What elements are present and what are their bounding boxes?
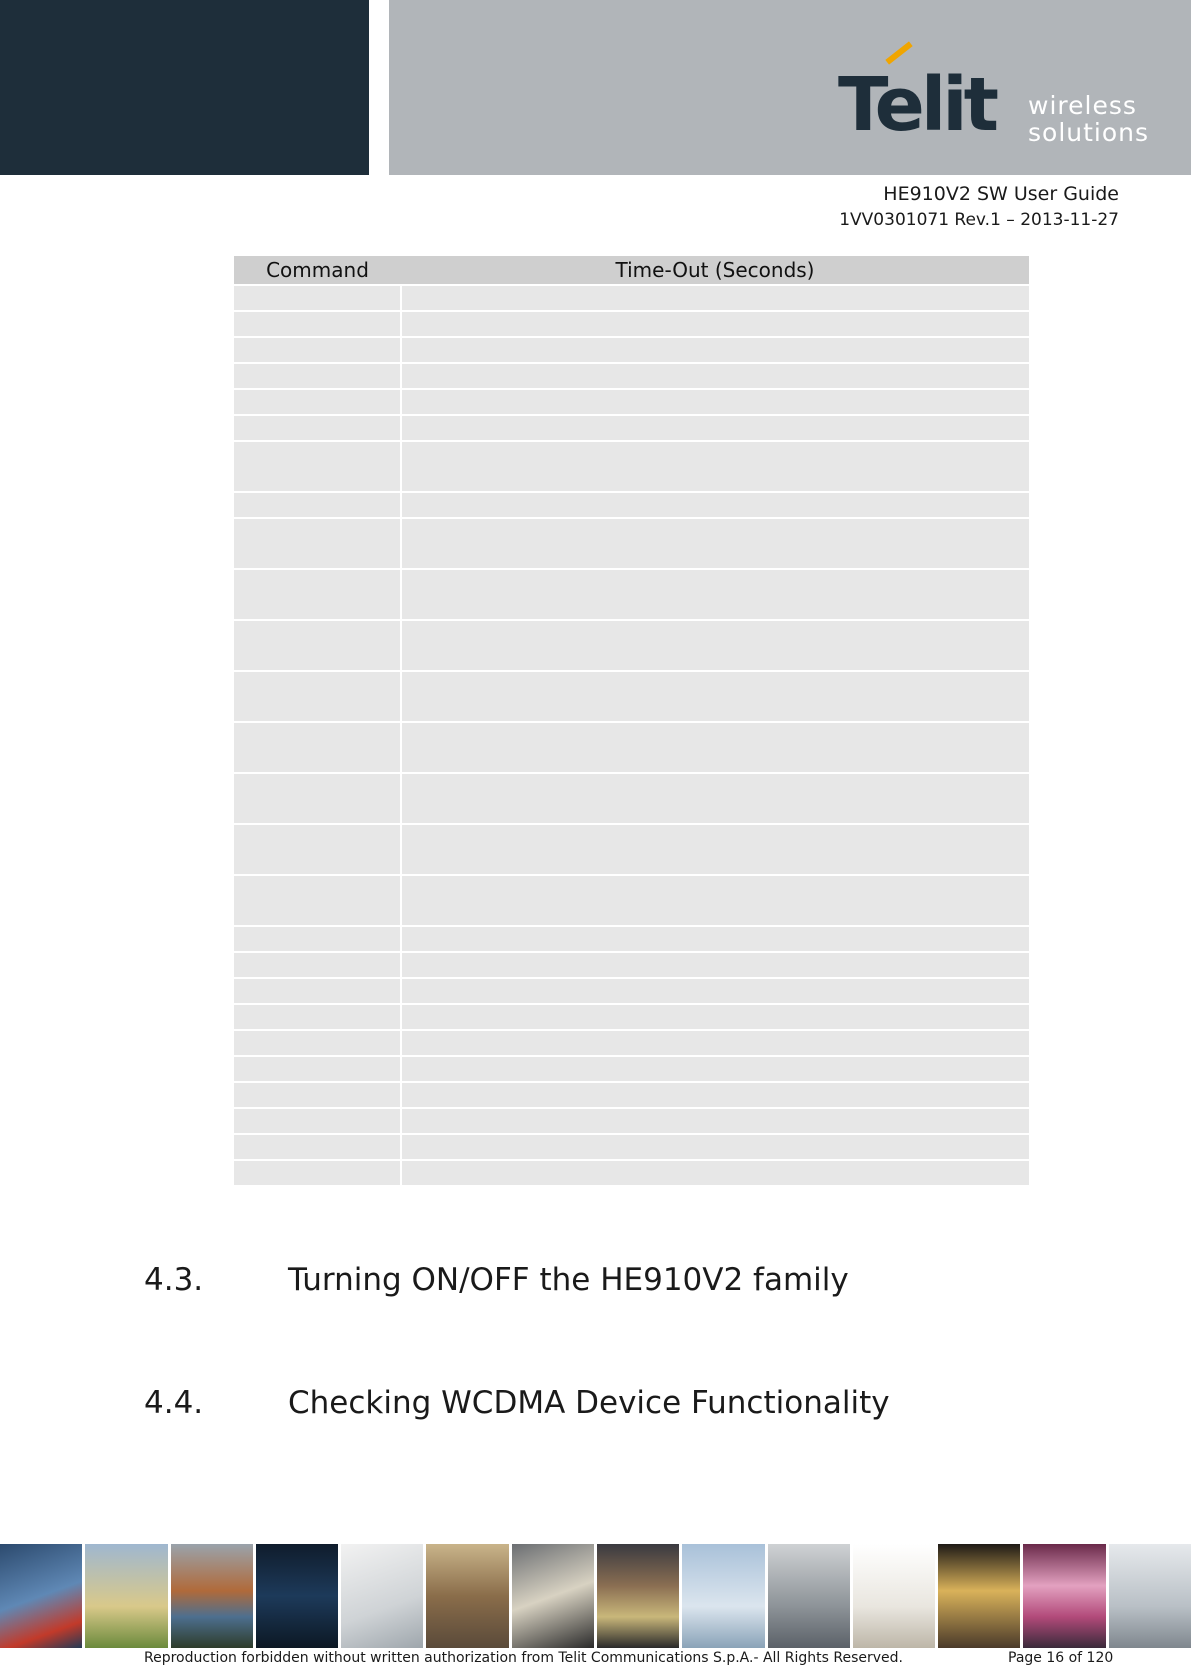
table-row bbox=[234, 620, 1029, 671]
command-cell bbox=[234, 824, 401, 875]
timeout-cell bbox=[401, 363, 1029, 389]
timeout-cell bbox=[401, 875, 1029, 926]
command-cell bbox=[234, 1108, 401, 1134]
timeout-cell bbox=[401, 285, 1029, 311]
command-cell bbox=[234, 337, 401, 363]
footer-photo-tile bbox=[85, 1544, 167, 1648]
footer-photo-tile bbox=[768, 1544, 850, 1648]
section-title: Turning ON/OFF the HE910V2 family bbox=[288, 1262, 849, 1298]
command-cell bbox=[234, 1134, 401, 1160]
table-row bbox=[234, 337, 1029, 363]
table-row bbox=[234, 926, 1029, 952]
command-cell bbox=[234, 722, 401, 773]
timeout-cell bbox=[401, 518, 1029, 569]
table-row bbox=[234, 415, 1029, 441]
command-cell bbox=[234, 671, 401, 722]
logo-tagline-line-2: solutions bbox=[1028, 118, 1150, 147]
table-row bbox=[234, 1134, 1029, 1160]
table-row bbox=[234, 1108, 1029, 1134]
table-row bbox=[234, 285, 1029, 311]
footer-photo-strip bbox=[0, 1544, 1191, 1648]
command-cell bbox=[234, 389, 401, 415]
footer-photo-tile bbox=[512, 1544, 594, 1648]
table-row bbox=[234, 773, 1029, 824]
command-cell bbox=[234, 285, 401, 311]
timeout-cell bbox=[401, 671, 1029, 722]
table-row bbox=[234, 492, 1029, 518]
footer-photo-tile bbox=[938, 1544, 1020, 1648]
table-row bbox=[234, 311, 1029, 337]
copyright-notice: Reproduction forbidden without written authorization from Telit Communications S.p.A.- All Rights Reserved. bbox=[144, 1650, 903, 1666]
command-cell bbox=[234, 363, 401, 389]
timeout-cell bbox=[401, 1056, 1029, 1082]
footer-photo-tile bbox=[1109, 1544, 1191, 1648]
footer-photo-tile bbox=[1023, 1544, 1105, 1648]
document-title: HE910V2 SW User Guide bbox=[883, 183, 1119, 205]
table-row bbox=[234, 441, 1029, 492]
timeout-cell bbox=[401, 1108, 1029, 1134]
table-row bbox=[234, 978, 1029, 1004]
command-cell bbox=[234, 1160, 401, 1185]
footer-photo-tile bbox=[853, 1544, 935, 1648]
footer-photo-tile bbox=[682, 1544, 764, 1648]
command-cell bbox=[234, 1056, 401, 1082]
footer-photo-tile bbox=[256, 1544, 338, 1648]
timeout-cell bbox=[401, 1134, 1029, 1160]
timeout-cell bbox=[401, 492, 1029, 518]
command-cell bbox=[234, 492, 401, 518]
table-row bbox=[234, 1030, 1029, 1056]
timeout-cell bbox=[401, 389, 1029, 415]
timeout-cell bbox=[401, 978, 1029, 1004]
table-row bbox=[234, 875, 1029, 926]
logo-tagline-line-1: wireless bbox=[1028, 91, 1137, 120]
document-revision: 1VV0301071 Rev.1 – 2013-11-27 bbox=[839, 210, 1119, 230]
table-row bbox=[234, 671, 1029, 722]
section-heading bbox=[144, 1385, 890, 1421]
table-row bbox=[234, 518, 1029, 569]
timeout-cell bbox=[401, 1004, 1029, 1030]
command-cell bbox=[234, 875, 401, 926]
table-header-row bbox=[234, 256, 1029, 285]
command-cell bbox=[234, 1004, 401, 1030]
command-cell bbox=[234, 1082, 401, 1108]
command-cell bbox=[234, 773, 401, 824]
timeout-cell bbox=[401, 441, 1029, 492]
section-title: Checking WCDMA Device Functionality bbox=[288, 1385, 890, 1421]
timeout-cell bbox=[401, 773, 1029, 824]
command-cell bbox=[234, 978, 401, 1004]
table-row bbox=[234, 389, 1029, 415]
footer-photo-tile bbox=[597, 1544, 679, 1648]
column-header-command: Command bbox=[234, 256, 401, 285]
timeout-cell bbox=[401, 722, 1029, 773]
footer-photo-tile bbox=[0, 1544, 82, 1648]
timeout-cell bbox=[401, 952, 1029, 978]
timeout-cell bbox=[401, 415, 1029, 441]
logo-wordmark: Telit bbox=[838, 62, 995, 148]
timeout-table bbox=[234, 256, 1029, 1185]
timeout-cell bbox=[401, 1082, 1029, 1108]
table-row bbox=[234, 824, 1029, 875]
timeout-cell bbox=[401, 620, 1029, 671]
section-heading bbox=[144, 1262, 849, 1298]
table-row bbox=[234, 1056, 1029, 1082]
command-cell bbox=[234, 415, 401, 441]
telit-logo bbox=[838, 48, 1158, 148]
logo-tagline bbox=[1028, 92, 1149, 146]
command-cell bbox=[234, 441, 401, 492]
page-number: Page 16 of 120 bbox=[1008, 1650, 1114, 1666]
table-row bbox=[234, 952, 1029, 978]
column-header-timeout: Time-Out (Seconds) bbox=[401, 256, 1029, 285]
timeout-cell bbox=[401, 926, 1029, 952]
timeout-cell bbox=[401, 1030, 1029, 1056]
table-row bbox=[234, 722, 1029, 773]
command-cell bbox=[234, 926, 401, 952]
header-dark-panel bbox=[0, 0, 369, 175]
footer-photo-tile bbox=[426, 1544, 508, 1648]
command-cell bbox=[234, 518, 401, 569]
table-row bbox=[234, 1160, 1029, 1185]
timeout-cell bbox=[401, 311, 1029, 337]
footer-photo-tile bbox=[171, 1544, 253, 1648]
command-cell bbox=[234, 1030, 401, 1056]
table-row bbox=[234, 1082, 1029, 1108]
command-cell bbox=[234, 311, 401, 337]
command-cell bbox=[234, 569, 401, 620]
timeout-cell bbox=[401, 824, 1029, 875]
timeout-cell bbox=[401, 569, 1029, 620]
table-row bbox=[234, 1004, 1029, 1030]
footer-photo-tile bbox=[341, 1544, 423, 1648]
section-number: 4.4. bbox=[144, 1385, 204, 1421]
table-row bbox=[234, 569, 1029, 620]
table-body bbox=[234, 285, 1029, 1185]
command-cell bbox=[234, 952, 401, 978]
command-cell bbox=[234, 620, 401, 671]
section-number: 4.3. bbox=[144, 1262, 204, 1298]
table-row bbox=[234, 363, 1029, 389]
timeout-cell bbox=[401, 1160, 1029, 1185]
timeout-cell bbox=[401, 337, 1029, 363]
